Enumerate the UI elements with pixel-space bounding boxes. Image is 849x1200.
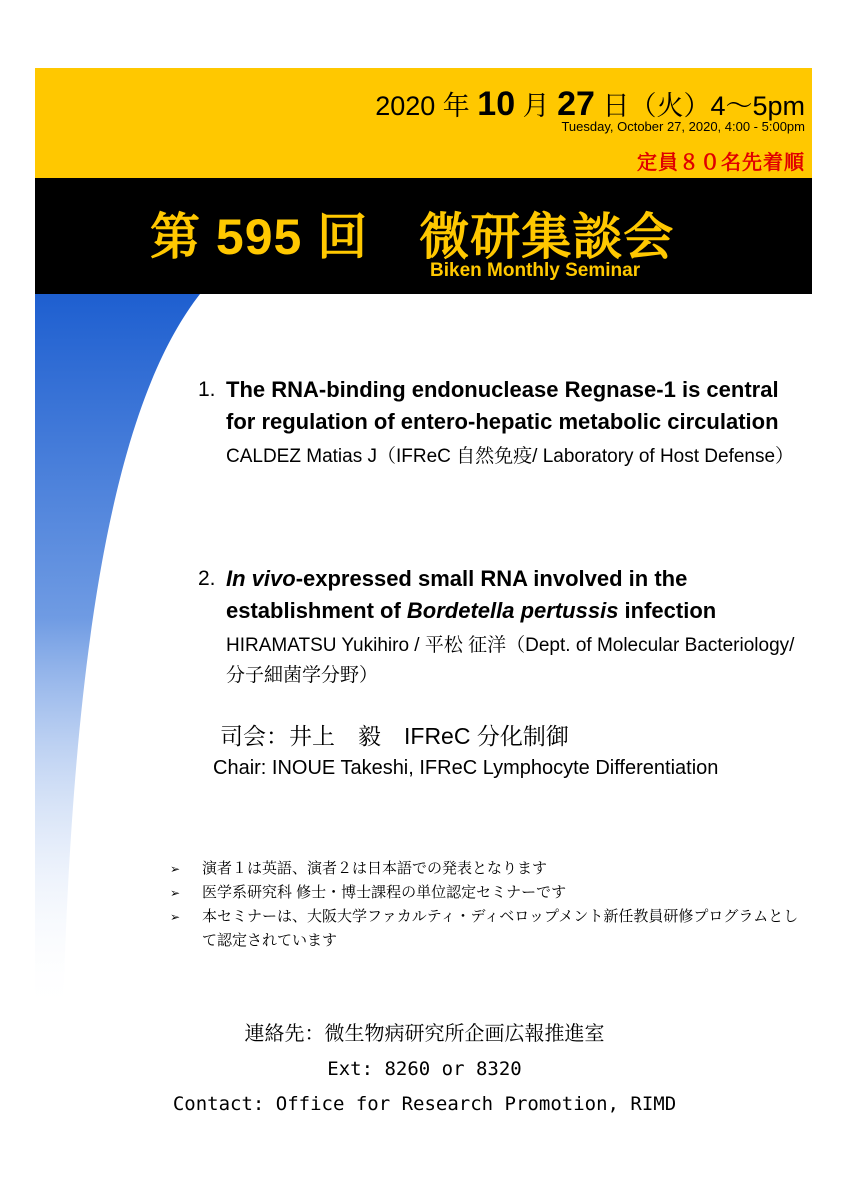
chair-english: Chair: INOUE Takeshi, IFReC Lymphocyte Differentiation bbox=[213, 757, 719, 779]
talk-2 bbox=[198, 563, 798, 691]
arrow-bullet-icon: ➢ bbox=[170, 910, 181, 924]
contact-block bbox=[0, 1017, 849, 1122]
talk-number: 1. bbox=[198, 378, 216, 401]
seminar-subtitle: Biken Monthly Seminar bbox=[430, 260, 641, 281]
list-item: ➢ 本セミナーは、大阪大学ファカルティ・ディベロップメント新任教員研修プログラムとして認定されています bbox=[170, 905, 802, 953]
arrow-bullet-icon: ➢ bbox=[170, 862, 181, 876]
talk-speaker: CALDEZ Matias J（IFReC 自然免疫/ Laboratory of Host Defense） bbox=[226, 446, 795, 467]
event-date-english: Tuesday, October 27, 2020, 4:00 ‐ 5:00pm bbox=[561, 119, 805, 134]
talk-1 bbox=[198, 374, 798, 472]
contact-english: Contact: Office for Research Promotion, RIMD bbox=[172, 1093, 677, 1115]
chair-japanese: 司会：井上 毅 IFReC 分化制御 bbox=[220, 723, 569, 749]
event-date: 2020 年 10 月 27 日（火）4～5pm bbox=[375, 85, 805, 123]
notes-list bbox=[170, 857, 802, 953]
list-item: ➢ 医学系研究科 修士・博士課程の単位認定セミナーです bbox=[170, 881, 802, 905]
list-item: ➢ 演者１は英語、演者２は日本語での発表となります bbox=[170, 857, 802, 881]
talk-speaker: HIRAMATSU Yukihiro / 平松 征洋（Dept. of Molecular Bacteriology/分子細菌学分野） bbox=[226, 635, 795, 686]
contact-japanese: 連絡先：微生物病研究所企画広報推進室 bbox=[244, 1023, 605, 1045]
talk-number: 2. bbox=[198, 567, 216, 590]
talk-title: In vivo-expressed small RNA involved in the establishment of Bordetella pertussis infection bbox=[226, 566, 717, 623]
capacity-notice: 定員８０名先着順 bbox=[637, 152, 805, 174]
arrow-bullet-icon: ➢ bbox=[170, 886, 181, 900]
seminar-title: 第 595 回 微研集談会 bbox=[150, 209, 675, 265]
talk-title: The RNA-binding endonuclease Regnase-1 is central for regulation of entero-hepatic metabolic circulation bbox=[226, 377, 779, 434]
contact-extension: Ext: 8260 or 8320 bbox=[327, 1058, 522, 1080]
